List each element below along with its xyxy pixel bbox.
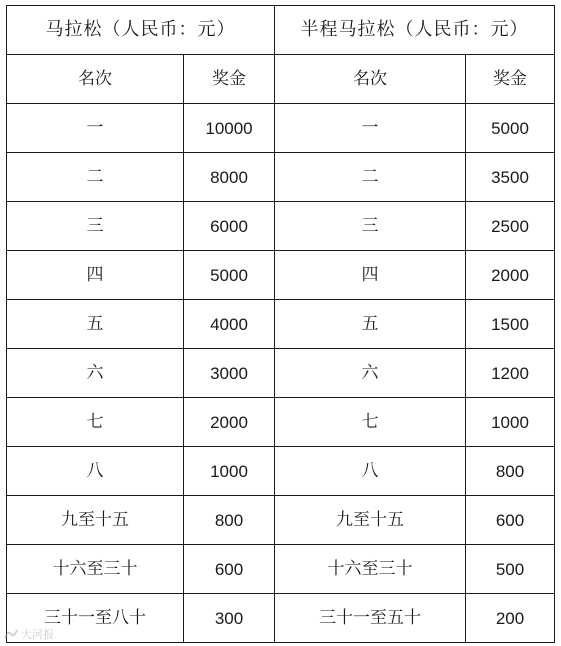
table-row [7, 545, 555, 594]
marathon-rank: 二 [7, 153, 184, 202]
half-marathon-prize: 1500 [466, 300, 555, 349]
half-marathon-rank-header: 名次 [275, 55, 466, 104]
table-row [7, 496, 555, 545]
marathon-rank: 六 [7, 349, 184, 398]
marathon-prize: 300 [184, 594, 275, 643]
marathon-prize: 3000 [184, 349, 275, 398]
half-marathon-rank: 七 [275, 398, 466, 447]
half-marathon-prize: 1200 [466, 349, 555, 398]
half-marathon-prize-header: 奖金 [466, 55, 555, 104]
marathon-rank: 八 [7, 447, 184, 496]
half-marathon-prize: 1000 [466, 398, 555, 447]
half-marathon-prize: 200 [466, 594, 555, 643]
watermark-text: 大河报 [21, 628, 54, 641]
marathon-prize: 800 [184, 496, 275, 545]
half-marathon-rank: 六 [275, 349, 466, 398]
marathon-prize: 4000 [184, 300, 275, 349]
half-marathon-prize: 3500 [466, 153, 555, 202]
watermark-logo-icon [4, 628, 18, 640]
half-marathon-prize: 2500 [466, 202, 555, 251]
table-row [7, 398, 555, 447]
marathon-prize-header: 奖金 [184, 55, 275, 104]
table-row [7, 300, 555, 349]
half-marathon-rank: 八 [275, 447, 466, 496]
marathon-rank: 三十一至八十 [7, 594, 184, 643]
marathon-title: 马拉松（人民币：元） [7, 6, 275, 55]
half-marathon-rank: 三十一至五十 [275, 594, 466, 643]
half-marathon-rank: 一 [275, 104, 466, 153]
marathon-prize: 6000 [184, 202, 275, 251]
table-row [7, 447, 555, 496]
marathon-prize: 600 [184, 545, 275, 594]
table-row [7, 202, 555, 251]
half-marathon-rank: 五 [275, 300, 466, 349]
marathon-prize: 5000 [184, 251, 275, 300]
half-marathon-rank: 四 [275, 251, 466, 300]
half-marathon-rank: 九至十五 [275, 496, 466, 545]
table-row [7, 104, 555, 153]
table-row [7, 251, 555, 300]
marathon-rank: 一 [7, 104, 184, 153]
half-marathon-rank: 十六至三十 [275, 545, 466, 594]
marathon-prize: 8000 [184, 153, 275, 202]
table-row [7, 153, 555, 202]
marathon-rank: 七 [7, 398, 184, 447]
marathon-prize: 2000 [184, 398, 275, 447]
marathon-prize: 1000 [184, 447, 275, 496]
marathon-rank: 三 [7, 202, 184, 251]
marathon-rank-header: 名次 [7, 55, 184, 104]
title-row [7, 6, 555, 55]
header-row [7, 55, 555, 104]
half-marathon-title: 半程马拉松（人民币：元） [275, 6, 555, 55]
marathon-rank: 四 [7, 251, 184, 300]
table-row [7, 349, 555, 398]
prize-table [6, 5, 555, 643]
table-row [7, 594, 555, 643]
marathon-rank: 十六至三十 [7, 545, 184, 594]
marathon-rank: 九至十五 [7, 496, 184, 545]
half-marathon-rank: 二 [275, 153, 466, 202]
half-marathon-prize: 500 [466, 545, 555, 594]
watermark [4, 626, 54, 642]
marathon-prize: 10000 [184, 104, 275, 153]
half-marathon-prize: 5000 [466, 104, 555, 153]
half-marathon-prize: 2000 [466, 251, 555, 300]
half-marathon-prize: 600 [466, 496, 555, 545]
marathon-rank: 五 [7, 300, 184, 349]
half-marathon-rank: 三 [275, 202, 466, 251]
half-marathon-prize: 800 [466, 447, 555, 496]
